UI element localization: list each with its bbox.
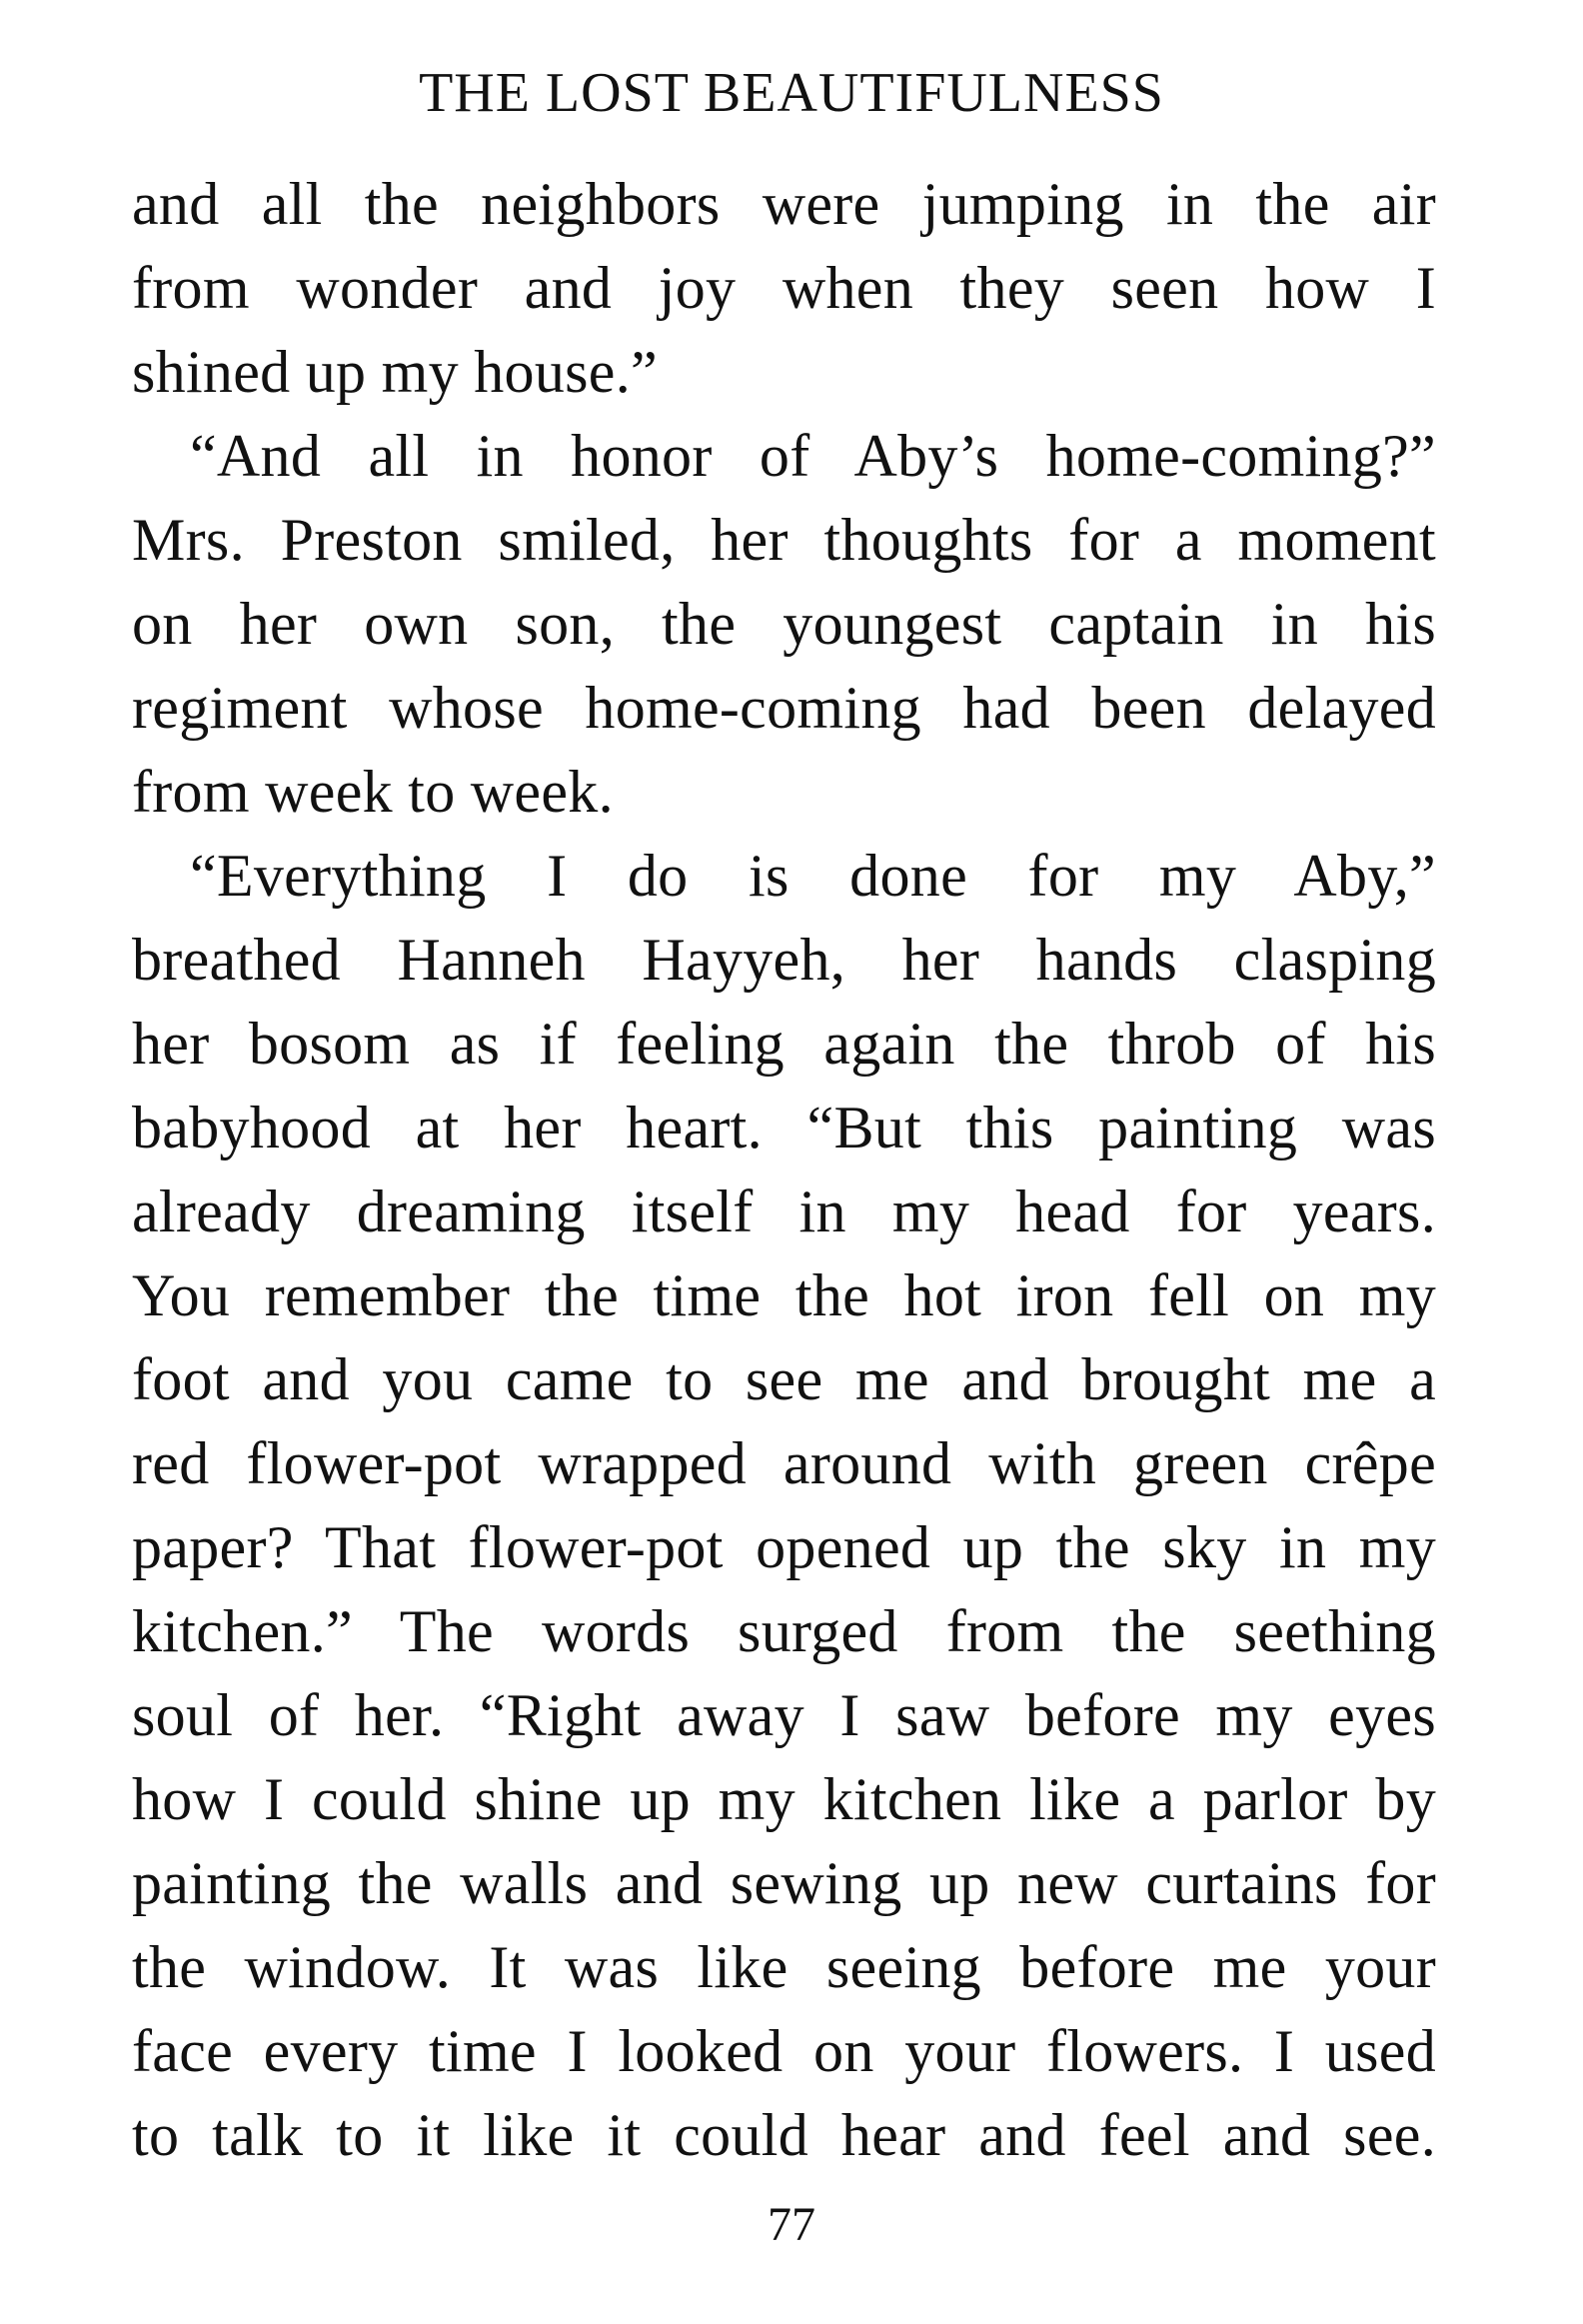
page-number: 77 <box>768 2198 815 2251</box>
text-line: the window. It was like seeing before me your <box>132 1934 1436 2000</box>
text-line: on her own son, the youngest captain in his <box>132 591 1436 657</box>
text-line: face every time I looked on your flowers. I used <box>132 2018 1436 2084</box>
text-line: red flower-pot wrapped around with green crêpe <box>132 1430 1436 1496</box>
text-line: her bosom as if feeling again the throb of his <box>132 1011 1436 1077</box>
text-line: Mrs. Preston smiled, her thoughts for a moment <box>132 507 1436 573</box>
body-text <box>132 162 1436 2177</box>
text-line: You remember the time the hot iron fell on my <box>132 1262 1436 1328</box>
text-line: soul of her. “Right away I saw before my eyes <box>132 1682 1436 1748</box>
text-line: paper? That flower-pot opened up the sky in my <box>132 1514 1436 1580</box>
text-line: breathed Hanneh Hayyeh, her hands clasping <box>132 927 1436 993</box>
text-line: painting the walls and sewing up new curtains for <box>132 1850 1436 1916</box>
text-line: already dreaming itself in my head for years. <box>132 1178 1436 1244</box>
text-line: and all the neighbors were jumping in the air <box>132 171 1436 237</box>
text-line: babyhood at her heart. “But this painting was <box>132 1095 1436 1161</box>
text-line: how I could shine up my kitchen like a parlor by <box>132 1766 1436 1832</box>
text-line: “Everything I do is done for my Aby,” <box>190 843 1436 909</box>
text-line: shined up my house.” <box>132 339 658 405</box>
text-line: “And all in honor of Aby’s home-coming?” <box>190 423 1436 489</box>
text-line: to talk to it like it could hear and feel and see. <box>132 2102 1436 2168</box>
text-line: from wonder and joy when they seen how I <box>132 255 1436 321</box>
text-line: from week to week. <box>132 759 614 825</box>
text-line: foot and you came to see me and brought me a <box>132 1346 1436 1412</box>
text-line: kitchen.” The words surged from the seething <box>132 1598 1436 1664</box>
text-line: regiment whose home-coming had been delayed <box>132 675 1436 741</box>
running-head: THE LOST BEAUTIFULNESS <box>419 62 1164 124</box>
